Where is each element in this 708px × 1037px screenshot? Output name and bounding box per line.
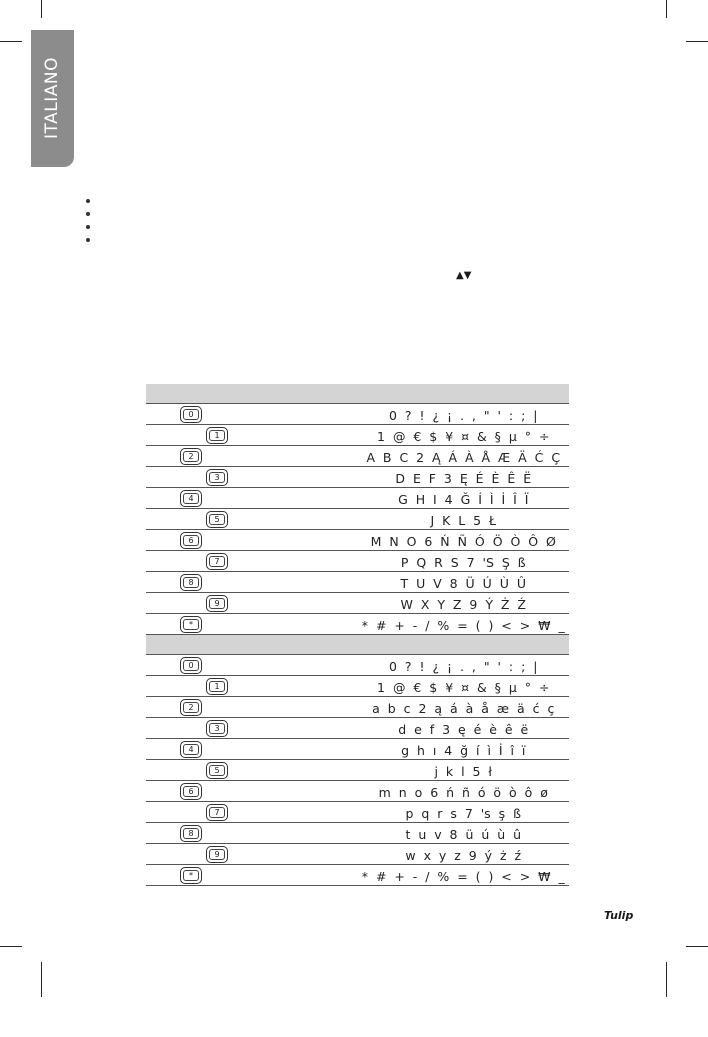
key-label: 3 [214, 473, 220, 482]
key-label: 0 [188, 661, 194, 670]
key-characters: M N O 6 Ń Ñ Ó Ö Ò Ô Ø [370, 533, 556, 549]
char-row-key-0 [146, 404, 569, 425]
key-5-icon [206, 762, 228, 779]
char-row-key-1 [146, 676, 569, 697]
key-characters: d e f 3 ę é è ê ë [398, 721, 529, 737]
key-9-icon [206, 595, 228, 612]
key-label: 7 [214, 557, 220, 566]
character-map-table [146, 384, 569, 886]
bullet [86, 212, 90, 216]
key-characters: W X Y Z 9 Ý Ż Ź [400, 596, 526, 612]
key-characters: * # + - / % = ( ) < > ₩ _ [361, 617, 565, 633]
key-star-icon [180, 616, 202, 633]
key-label: 7 [214, 808, 220, 817]
key-7-icon [206, 804, 228, 821]
key-characters: 1 @ € $ ¥ ¤ & § µ ° ÷ [377, 428, 550, 444]
key-2-icon [180, 448, 202, 465]
key-0-icon [180, 657, 202, 674]
key-6-icon [180, 783, 202, 800]
crop-mark [666, 0, 667, 18]
char-row-key-9 [146, 593, 569, 614]
key-label: 8 [188, 829, 194, 838]
key-4-icon [180, 741, 202, 758]
up-down-arrows-icon: ▲▼ [456, 270, 472, 281]
key-characters: G H I 4 Ğ Í Ì İ Î Ï [398, 491, 529, 507]
brand-logo: Tulip [604, 909, 634, 922]
char-row-key-8 [146, 572, 569, 593]
crop-mark [0, 946, 22, 947]
key-characters: * # + - / % = ( ) < > ₩ _ [361, 868, 565, 884]
bullet [86, 199, 90, 203]
char-row-key-0 [146, 655, 569, 676]
char-row-key-6 [146, 530, 569, 551]
key-label: * [189, 620, 193, 629]
crop-mark [41, 962, 42, 997]
key-label: 1 [214, 431, 220, 440]
bullet [86, 238, 90, 242]
key-characters: 1 @ € $ ¥ ¤ & § µ ° ÷ [377, 679, 550, 695]
crop-mark [0, 41, 22, 42]
crop-mark [686, 946, 708, 947]
char-row-key-7 [146, 802, 569, 823]
key-label: 0 [188, 410, 194, 419]
char-row-key-3 [146, 718, 569, 739]
char-row-key-star [146, 614, 569, 635]
key-characters: a b c 2 ą á à å æ ä ć ç [372, 700, 555, 716]
char-row-key-4 [146, 739, 569, 760]
key-characters: P Q R S 7 'S Ş ß [400, 554, 526, 570]
key-label: 4 [188, 745, 194, 754]
key-label: 3 [214, 724, 220, 733]
key-7-icon [206, 553, 228, 570]
key-characters: j k l 5 ł [434, 763, 492, 779]
key-characters: D E F 3 Ę É È Ê Ë [395, 470, 532, 486]
char-row-key-4 [146, 488, 569, 509]
char-row-key-star [146, 865, 569, 886]
lowercase-header-row [146, 635, 569, 655]
char-row-key-9 [146, 844, 569, 865]
key-label: 1 [214, 682, 220, 691]
key-label: * [189, 871, 193, 880]
key-label: 5 [214, 515, 220, 524]
key-9-icon [206, 846, 228, 863]
key-label: 6 [188, 536, 194, 545]
bullet-list [86, 199, 90, 251]
key-6-icon [180, 532, 202, 549]
crop-mark [686, 41, 708, 42]
char-row-key-5 [146, 509, 569, 530]
char-row-key-2 [146, 446, 569, 467]
key-characters: m n o 6 ń ñ ó ö ò ô ø [378, 784, 548, 800]
char-row-key-6 [146, 781, 569, 802]
char-row-key-3 [146, 467, 569, 488]
key-8-icon [180, 574, 202, 591]
crop-mark [41, 0, 42, 18]
key-characters: g h ı 4 ğ í ì İ î ï [401, 742, 526, 758]
char-row-key-2 [146, 697, 569, 718]
key-0-icon [180, 406, 202, 423]
crop-mark [666, 962, 667, 997]
char-row-key-8 [146, 823, 569, 844]
key-label: 8 [188, 578, 194, 587]
char-row-key-1 [146, 425, 569, 446]
key-label: 6 [188, 787, 194, 796]
key-characters: T U V 8 Ü Ú Ù Û [400, 575, 526, 591]
key-4-icon [180, 490, 202, 507]
key-8-icon [180, 825, 202, 842]
key-label: 9 [214, 599, 220, 608]
key-1-icon [206, 427, 228, 444]
key-characters: t u v 8 ü ú ù û [405, 826, 521, 842]
key-characters: 0 ? ! ¿ ¡ . , " ' : ; | [389, 658, 538, 674]
uppercase-header-row [146, 384, 569, 404]
key-characters: w x y z 9 ý ż ź [405, 847, 522, 863]
language-tab-label: ITALIANO [42, 57, 62, 139]
key-characters: J K L 5 Ł [430, 512, 497, 528]
key-label: 4 [188, 494, 194, 503]
key-1-icon [206, 678, 228, 695]
key-characters: p q r s 7 's ş ß [405, 805, 521, 821]
key-label: 5 [214, 766, 220, 775]
char-row-key-5 [146, 760, 569, 781]
key-3-icon [206, 720, 228, 737]
key-label: 2 [188, 703, 194, 712]
bullet [86, 225, 90, 229]
key-label: 9 [214, 850, 220, 859]
key-5-icon [206, 511, 228, 528]
key-star-icon [180, 867, 202, 884]
key-3-icon [206, 469, 228, 486]
language-tab [31, 30, 74, 167]
key-characters: A B C 2 Ą Á À Å Æ Ä Ć Ç [366, 449, 561, 465]
key-2-icon [180, 699, 202, 716]
char-row-key-7 [146, 551, 569, 572]
key-characters: 0 ? ! ¿ ¡ . , " ' : ; | [389, 407, 538, 423]
key-label: 2 [188, 452, 194, 461]
